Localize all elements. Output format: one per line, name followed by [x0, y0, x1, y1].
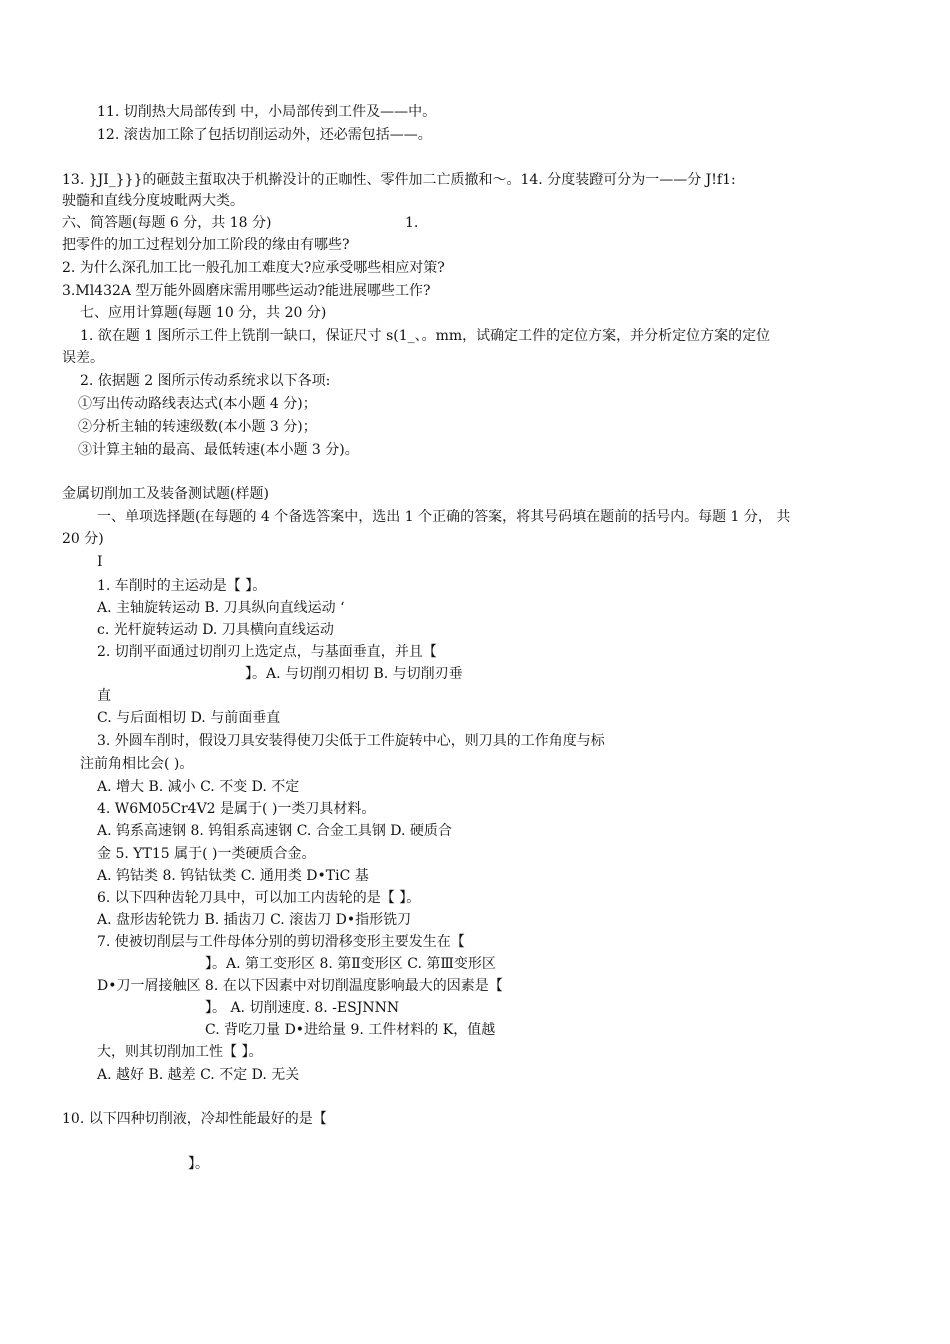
- mc-q4-options: A. 钨系高速钢 8. 钨钼系高速钢 C. 合金工具钢 D. 硬质合: [97, 823, 452, 839]
- q14-continuation: 驶髓和直线分度坡毗两大类。: [62, 193, 244, 209]
- exam-title: 金属切削加工及装备测试题(样题): [62, 486, 269, 502]
- mc-q1: 1. 车削时的主运动是【 】。: [97, 578, 267, 594]
- mc-q2-options-b-end: 直: [97, 688, 111, 704]
- q13-14-line: 13. }JI_}}}的砸鼓主蜇取决于机擀没计的正咖性、零件加二亡质撤和～。14. 分度装蹬可分为一——分 J!f1:: [62, 172, 736, 188]
- stray-mark: I: [97, 554, 103, 570]
- mc-q9-options: A. 越好 B. 越差 C. 不定 D. 无关: [97, 1067, 300, 1083]
- section-7-q2-item2: ②分析主轴的转速级数(本小题 3 分)；: [78, 419, 317, 435]
- mc-q3-options: A. 增大 B. 减小 C. 不变 D. 不定: [97, 779, 300, 795]
- section-7-q2: 2. 依据题 2 图所示传动系统求以下各项:: [80, 373, 331, 389]
- mc-q5: 金 5. YT15 属于( )一类硬质合金。: [97, 846, 316, 862]
- section-7-q1-continuation: 误差。: [62, 350, 104, 366]
- mc-q9-continuation: 大，则其切削加工性【 】。: [97, 1044, 263, 1060]
- section-6-q1-number: 1.: [405, 215, 419, 231]
- mc-q10-bracket-close: 】。: [188, 1156, 209, 1172]
- section-6-q2: 2. 为什么深孔加工比一般孔加工难度大?应承受哪些相应对策?: [62, 260, 445, 276]
- mc-q7: 7. 使被切削层与工件母体分别的剪切滑移变形主要发生在【: [97, 934, 465, 950]
- mc-q2-options-cd: C. 与后面相切 D. 与前面垂直: [97, 710, 281, 726]
- mc-q10: 10. 以下四种切削液，冷却性能最好的是【: [62, 1111, 327, 1127]
- mc-q3-continuation: 注前角相比会( )。: [80, 756, 194, 772]
- section-7-q2-item1: ①写出传动路线表达式(本小题 4 分)；: [78, 396, 317, 412]
- mc-q2-options-ab: 】。A. 与切削刃相切 B. 与切削刃垂: [245, 666, 463, 682]
- mc-q3: 3. 外圆车削时，假设刀具安装得使刀尖低于工件旋转中心，则刀具的工作角度与标: [97, 733, 605, 749]
- mc-q5-options: A. 钨钴类 8. 钨钴钛类 C. 通用类 D•TiC 基: [97, 868, 369, 884]
- section-6-heading: 六、简答题(每题 6 分，共 18 分): [62, 215, 272, 231]
- mc-q8-options-cd-q9: C. 背吃刀量 D•进给量 9. 工件材料的 K，值越: [205, 1022, 496, 1038]
- section-7-q2-item3: ③计算主轴的最高、最低转速(本小题 3 分)。: [78, 442, 359, 458]
- section-1-heading: 一、单项选择题(在每题的 4 个备选答案中，选出 1 个正确的答案，将其号码填在题前的括号内。每题 1 分， 共: [97, 509, 791, 525]
- mc-q1-options-cd: c. 光杆旋转运动 D. 刀具横向直线运动: [97, 622, 334, 638]
- mc-q6-options: A. 盘形齿轮铣力 B. 插齿刀 C. 滚齿刀 D•指形铣刀: [97, 912, 412, 928]
- q12-line: 12. 滚齿加工除了包括切削运动外，还必需包括——。: [97, 127, 432, 143]
- mc-q4: 4. W6M05Cr4V2 是属于( )一类刀具材料。: [97, 801, 376, 817]
- mc-q6: 6. 以下四种齿轮刀具中，可以加工内齿轮的是【 】。: [97, 890, 421, 906]
- section-1-heading-continuation: 20 分): [62, 531, 104, 547]
- section-6-q3: 3.Ml432A 型万能外圆磨床需用哪些运动?能进展哪些工作?: [62, 283, 431, 299]
- mc-q7-options: 】。A. 第工变形区 8. 第Ⅱ变形区 C. 第Ⅲ变形区: [205, 956, 496, 972]
- section-6-q1-text: 把零件的加工过程划分加工阶段的缘由有哪些?: [62, 237, 350, 253]
- mc-q7-option-d-q8: D•刀一屑接触区 8. 在以下因素中对切削温度影响最大的因素是【: [97, 978, 503, 994]
- section-7-q1: 1. 欲在题 1 图所示工件上铣削一缺口，保证尺寸 s(1_、。mm，试确定工件的定位方案，并分析定位方案的定位: [80, 328, 771, 344]
- section-7-heading: 七、应用计算题(每题 10 分，共 20 分): [80, 305, 327, 321]
- mc-q2: 2. 切削平面通过切削刃上选定点，与基面垂直，并且【: [97, 644, 437, 660]
- mc-q8-options-ab: 】。 A. 切削速度. 8. -ESJNNN: [205, 1000, 400, 1016]
- mc-q1-options-ab: A. 主轴旋转运动 B. 刀具纵向直线运动 ‘: [97, 600, 345, 616]
- q11-line: 11. 切削热大局部传到 中，小局部传到工件及——中。: [97, 104, 437, 120]
